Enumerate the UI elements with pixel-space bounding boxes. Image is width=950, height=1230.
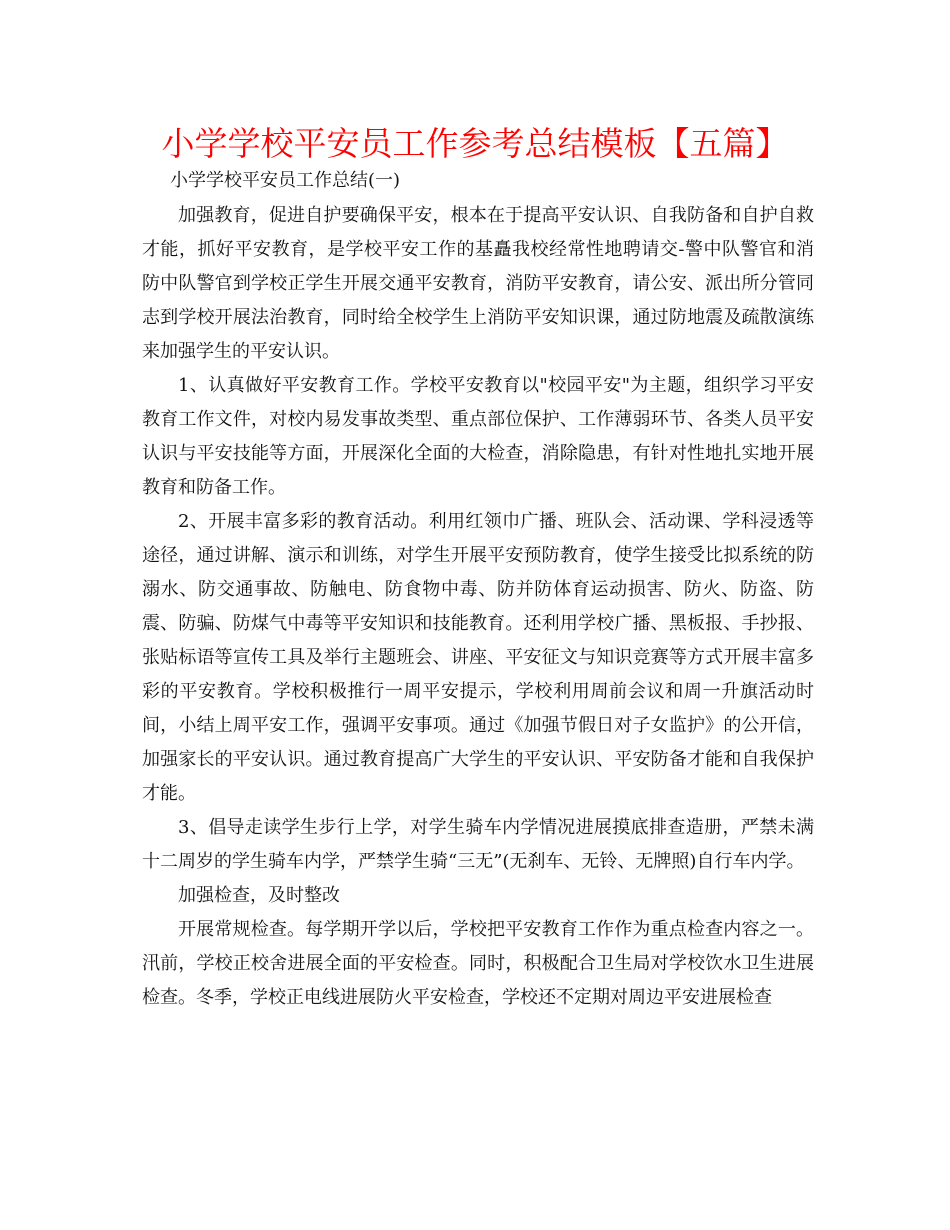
paragraph: 1、认真做好平安教育工作。学校平安教育以"校园平安"为主题，组织学习平安教育工作文件，对校内易发事故类型、重点部位保护、工作薄弱环节、各类人员平安认识与平安技能等方面，开展深化全面的大检查，消除隐患，有针对性地扎实地开展教育和防备工作。: [142, 375, 814, 498]
document-title: 小学学校平安员工作参考总结模板【五篇】: [161, 124, 789, 163]
paragraph: 开展常规检查。每学期开学以后，学校把平安教育工作作为重点检查内容之一。汛前，学校正校舍进展全面的平安检查。同时，积极配合卫生局对学校饮水卫生进展检查。冬季，学校正电线进展防火平安检查，学校还不定期对周边平安进展检查: [142, 919, 814, 1008]
paragraph: 2、开展丰富多彩的教育活动。利用红领巾广播、班队会、活动课、学科浸透等途径，通过讲解、演示和训练，对学生开展平安预防教育，使学生接受比拟系统的防溺水、防交通事故、防触电、防食物中毒、防并防体育运动损害、防火、防盗、防震、防骗、防煤气中毒等平安知识和技能教育。还利用学校广播、黑板报、手抄报、张贴标语等宣传工具及举行主题班会、讲座、平安征文与知识竞赛等方式开展丰富多彩的平安教育。学校积极推行一周平安提示，学校利用周前会议和周一升旗活动时间，小结上周平安工作，强调平安事项。通过《加强节假日对子女监护》的公开信，加强家长的平安认识。通过教育提高广大学生的平安认识、平安防备才能和自我保护才能。: [142, 511, 814, 804]
paragraph: 加强教育，促进自护要确保平安，根本在于提高平安认识、自我防备和自护自救才能，抓好平安教育，是学校平安工作的基矗我校经常性地聘请交-警中队警官和消防中队警官到学校正学生开展交通平安教育，消防平安教育，请公安、派出所分管同志到学校开展法治教育，同时给全校学生上消防平安知识课，通过防地震及疏散演练来加强学生的平安认识。: [142, 205, 814, 362]
section-heading: 加强检查，及时整改: [178, 885, 340, 906]
section-subtitle: 小学学校平安员工作总结(一): [170, 170, 401, 191]
paragraph: 3、倡导走读学生步行上学，对学生骑车内学情况进展摸底排查造册，严禁未满十二周岁的学生骑车内学，严禁学生骑“三无”(无刹车、无铃、无牌照)自行车内学。: [142, 817, 814, 872]
document-body: [142, 164, 814, 1015]
